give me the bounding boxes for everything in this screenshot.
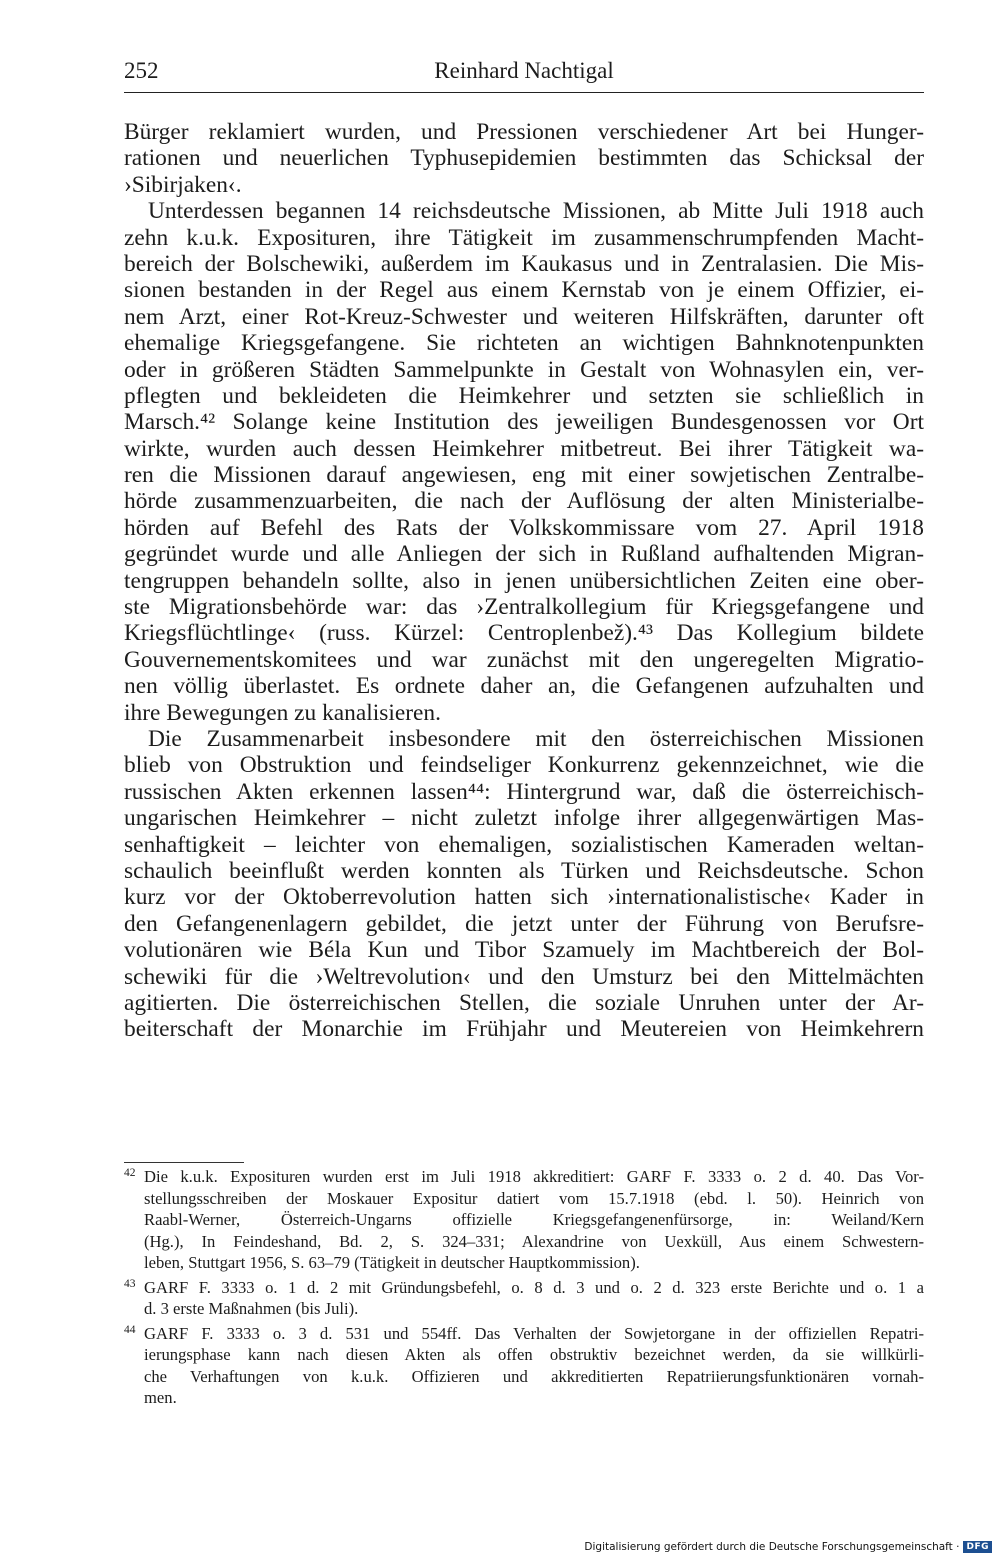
footnote-line: men. — [144, 1388, 177, 1407]
footnote-number: 44 — [124, 1323, 136, 1336]
footnote-line: GARF F. 3333 o. 1 d. 2 mit Gründungsbefehl, o. 8 d. 3 und o. 2 d. 323 erste Berichte und o. 1 a — [144, 1277, 924, 1297]
text-line: schaulich beeinflußt werden konnten als Türken und Reichsdeutsche. Schon — [124, 857, 924, 884]
footnote-line: GARF F. 3333 o. 3 d. 531 und 554ff. Das Verhalten der Sowjetorgane in der offiziellen Repatri- — [144, 1323, 924, 1343]
text-line: volutionären wie Béla Kun und Tibor Szamuely im Machtbereich der Bol- — [124, 937, 924, 964]
text-line: Unterdessen begannen 14 reichsdeutsche Missionen, ab Mitte Juli 1918 auch — [148, 198, 924, 225]
credit-text: Digitalisierung gefördert durch die Deutsche Forschungsgemeinschaft · — [584, 1541, 960, 1553]
text-line: schewiki für die ›Weltrevolution‹ und den Umsturz bei den Mittelmächten — [124, 963, 924, 990]
footnote-43 — [124, 1277, 924, 1320]
text-line: ungarischen Heimkehrer – nicht zuletzt infolge ihrer allgegenwärtigen Mas- — [124, 805, 924, 832]
text-line: gegründet wurde und alle Anliegen der sich in Rußland aufhaltenden Migran- — [124, 541, 924, 568]
text-line: nem Arzt, einer Rot-Kreuz-Schwester und weiteren Hilfskräften, darunter oft — [124, 303, 924, 330]
text-line: blieb von Obstruktion und feindseliger Konkurrenz gekennzeichnet, wie die — [124, 752, 924, 779]
text-line: ren die Missionen darauf angewiesen, eng mit einer sowjetischen Zentralbe- — [124, 462, 924, 489]
text-line: senhaftigkeit – leichter von ehemaligen, sozialistischen Kameraden weltan- — [124, 831, 924, 858]
page-number: 252 — [124, 58, 159, 83]
footnote-line: ierungsphase kann nach diesen Akten als offen obstruktiv bezeichnet werden, da sie willkürli- — [144, 1345, 924, 1364]
text-line: wirkte, wurden auch dessen Heimkehrer mitbetreut. Bei ihrer Tätigkeit wa- — [124, 435, 924, 462]
text-line: Gouvernementskomitees und war zunächst mit den ungeregelten Migratio- — [124, 646, 924, 673]
text-line: den Gefangenenlagern gebildet, die jetzt unter der Führung von Berufsre- — [124, 910, 924, 937]
text-line: ihre Bewegungen zu kanalisieren. — [124, 699, 441, 726]
footnote-line: leben, Stuttgart 1956, S. 63–79 (Tätigkeit in deutscher Hauptkommission). — [144, 1253, 640, 1272]
footnotes — [124, 1166, 924, 1412]
footnote-separator — [124, 1162, 244, 1163]
footnote-number: 42 — [124, 1167, 136, 1179]
text-line: nen völlig überlastet. Es ordnete daher an, die Gefangenen aufzuhalten und — [124, 673, 924, 700]
text-line: Marsch.⁴² Solange keine Institution des jeweiligen Bundesgenossen vor Ort — [124, 409, 924, 436]
text-line: Die Zusammenarbeit insbesondere mit den österreichischen Missionen — [148, 725, 924, 752]
digitization-credit — [584, 1541, 992, 1553]
text-line: beiterschaft der Monarchie im Frühjahr und Meutereien von Heimkehrern — [124, 1016, 924, 1043]
dfg-logo-icon: DFG — [963, 1541, 992, 1553]
text-line: russischen Akten erkennen lassen⁴⁴: Hintergrund war, daß die österreichisch- — [124, 778, 924, 805]
body-text — [124, 119, 924, 1043]
footnote-line: Raabl-Werner, Österreich-Ungarns offizielle Kriegsgefangenenfürsorge, in: Weiland/Kern — [144, 1210, 924, 1229]
text-line: agitierten. Die österreichischen Stellen, die soziale Unruhen unter der Ar- — [124, 989, 924, 1016]
text-line: pflegten und bekleideten die Heimkehrer und setzten sie schließlich in — [124, 382, 924, 409]
text-line: oder in größeren Städten Sammelpunkte in Gestalt von Wohnasylen ein, ver- — [124, 356, 924, 383]
footnote-44 — [124, 1323, 924, 1409]
footnote-line: stellungsschreiben der Moskauer Expositur datiert vom 15.7.1918 (ebd. l. 50). Heinrich von — [144, 1188, 924, 1208]
text-line: hörden auf Befehl des Rats der Volkskommissare vom 27. April 1918 — [124, 514, 924, 541]
running-head-author: Reinhard Nachtigal — [434, 58, 614, 83]
text-line: ›Sibirjaken‹. — [124, 171, 242, 198]
text-line: Bürger reklamiert wurden, und Pressionen verschiedener Art bei Hunger- — [124, 119, 924, 145]
running-head — [124, 54, 924, 93]
text-line: sionen bestanden in der Regel aus einem Kernstab von je einem Offizier, ei- — [124, 277, 924, 304]
footnote-42 — [124, 1166, 924, 1274]
text-line: ehemalige Kriegsgefangene. Sie richteten an wichtigen Bahnknotenpunkten — [124, 330, 924, 357]
text-line: rationen und neuerlichen Typhusepidemien bestimmten das Schicksal der — [124, 145, 924, 172]
footnote-line: d. 3 erste Maßnahmen (bis Juli). — [144, 1299, 359, 1318]
footnote-number: 43 — [124, 1277, 136, 1290]
text-line: zehn k.u.k. Exposituren, ihre Tätigkeit im zusammenschrumpfenden Macht- — [124, 224, 924, 251]
text-line: bereich der Bolschewiki, außerdem im Kaukasus und in Zentralasien. Die Mis- — [124, 250, 924, 277]
text-line: tengruppen behandeln sollte, also in jenen unübersichtlichen Zeiten eine ober- — [124, 567, 924, 594]
text-line: kurz vor der Oktoberrevolution hatten sich ›internationalistische‹ Kader in — [124, 884, 924, 911]
text-line: Kriegsflüchtlinge‹ (russ. Kürzel: Centroplenbež).⁴³ Das Kollegium bildete — [124, 620, 924, 647]
text-line: ste Migrationsbehörde war: das ›Zentralkollegium für Kriegsgefangene und — [124, 594, 924, 621]
text-line: hörde zusammenzuarbeiten, die nach der Auflösung der alten Ministerialbe- — [124, 488, 924, 515]
footnote-line: (Hg.), In Feindeshand, Bd. 2, S. 324–331; Alexandrine von Uexküll, Aus einem Schwestern- — [144, 1231, 924, 1251]
footnote-line: Die k.u.k. Exposituren wurden erst im Juli 1918 akkreditiert: GARF F. 3333 o. 2 d. 40. Das Vor- — [144, 1167, 924, 1186]
footnote-line: che Verhaftungen von k.u.k. Offizieren und akkreditierten Repatriierungsfunktionären vornah- — [144, 1366, 924, 1386]
